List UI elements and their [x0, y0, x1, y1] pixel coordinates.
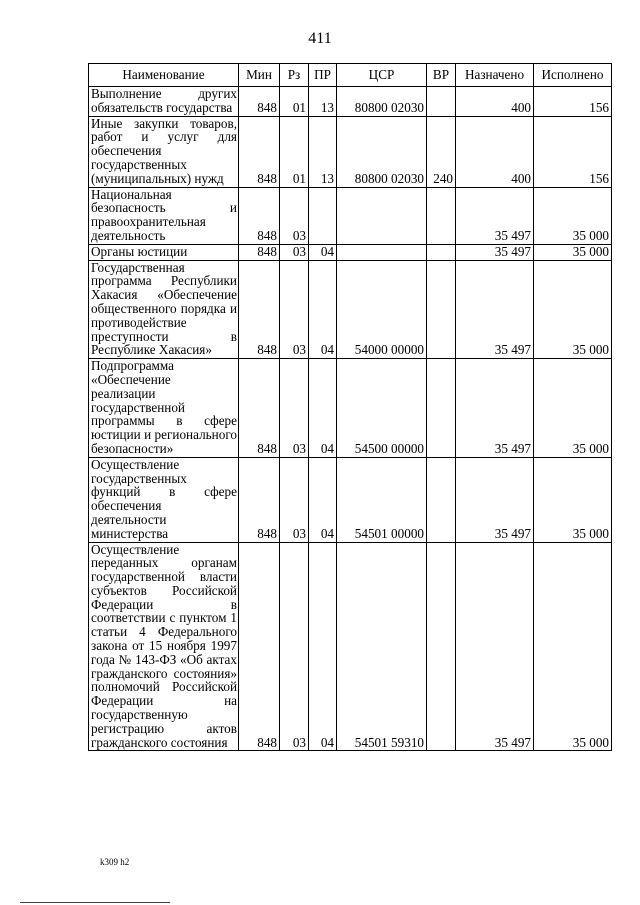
cell-vr: 240	[427, 116, 456, 187]
cell-pr: 13	[309, 87, 337, 117]
cell-vr	[427, 457, 456, 542]
cell-vr	[427, 359, 456, 458]
cell-vr	[427, 244, 456, 260]
cell-vr	[427, 260, 456, 359]
cell-rz: 03	[280, 244, 309, 260]
cell-executed: 35 000	[534, 457, 612, 542]
cell-executed: 35 000	[534, 244, 612, 260]
cell-min: 848	[239, 116, 280, 187]
table-row	[89, 542, 612, 751]
cell-vr	[427, 187, 456, 244]
budget-table	[88, 63, 612, 751]
header-csr: ЦСР	[337, 64, 427, 87]
cell-name: Осуществление государственных функций в сфере обеспечения деятельности министерства	[89, 457, 239, 542]
page-number: 411	[308, 30, 332, 47]
table-row	[89, 116, 612, 187]
cell-pr: 04	[309, 244, 337, 260]
header-assigned: Назначено	[456, 64, 534, 87]
cell-rz: 01	[280, 87, 309, 117]
cell-csr: 54000 00000	[337, 260, 427, 359]
cell-rz: 01	[280, 116, 309, 187]
cell-vr	[427, 542, 456, 751]
cell-rz: 03	[280, 542, 309, 751]
table-header-row	[89, 64, 612, 87]
cell-pr: 04	[309, 457, 337, 542]
cell-name: Органы юстиции	[89, 244, 239, 260]
cell-name: Подпрограмма «Обеспечение реализации государственной программы в сфере юстиции и регионального безопасности»	[89, 359, 239, 458]
header-name: Наименование	[89, 64, 239, 87]
cell-csr	[337, 244, 427, 260]
cell-min: 848	[239, 359, 280, 458]
table-row	[89, 244, 612, 260]
table-row	[89, 260, 612, 359]
cell-csr	[337, 187, 427, 244]
bottom-rule	[20, 902, 170, 903]
cell-csr: 54501 00000	[337, 457, 427, 542]
cell-name: Государственная программа Республики Хакасия «Обеспечение общественного порядка и противодействие преступности в Республике Хакасия»	[89, 260, 239, 359]
cell-assigned: 35 497	[456, 359, 534, 458]
header-executed: Исполнено	[534, 64, 612, 87]
cell-name: Национальная безопасность и правоохранительная деятельность	[89, 187, 239, 244]
header-vr: ВР	[427, 64, 456, 87]
header-rz: Рз	[280, 64, 309, 87]
cell-assigned: 400	[456, 87, 534, 117]
cell-min: 848	[239, 87, 280, 117]
cell-assigned: 35 497	[456, 187, 534, 244]
cell-pr: 04	[309, 260, 337, 359]
cell-csr: 80800 02030	[337, 87, 427, 117]
cell-assigned: 35 497	[456, 457, 534, 542]
table-row	[89, 359, 612, 458]
cell-name: Осуществление переданных органам государственной власти субъектов Российской Федерации в соответствии с пунктом 1 статьи 4 Федерального закона от 15 ноября 1997 года № 143-ФЗ «Об актах гражданского состояния» полномочий Российской Федерации на государственную регистрацию актов гражданского состояния	[89, 542, 239, 751]
cell-executed: 156	[534, 87, 612, 117]
header-min: Мин	[239, 64, 280, 87]
cell-csr: 54500 00000	[337, 359, 427, 458]
header-pr: ПР	[309, 64, 337, 87]
cell-csr: 80800 02030	[337, 116, 427, 187]
cell-assigned: 35 497	[456, 260, 534, 359]
table-row	[89, 187, 612, 244]
table-row	[89, 457, 612, 542]
cell-executed: 156	[534, 116, 612, 187]
cell-name: Выполнение других обязательств государства	[89, 87, 239, 117]
cell-rz: 03	[280, 260, 309, 359]
cell-executed: 35 000	[534, 260, 612, 359]
cell-pr: 13	[309, 116, 337, 187]
cell-executed: 35 000	[534, 542, 612, 751]
cell-rz: 03	[280, 359, 309, 458]
cell-rz: 03	[280, 187, 309, 244]
cell-pr: 04	[309, 542, 337, 751]
cell-rz: 03	[280, 457, 309, 542]
cell-executed: 35 000	[534, 359, 612, 458]
cell-assigned: 35 497	[456, 542, 534, 751]
cell-min: 848	[239, 457, 280, 542]
cell-min: 848	[239, 244, 280, 260]
cell-assigned: 400	[456, 116, 534, 187]
table-row	[89, 87, 612, 117]
cell-pr	[309, 187, 337, 244]
footer-code: k309 h2	[100, 857, 130, 867]
cell-pr: 04	[309, 359, 337, 458]
cell-min: 848	[239, 542, 280, 751]
cell-assigned: 35 497	[456, 244, 534, 260]
cell-csr: 54501 59310	[337, 542, 427, 751]
cell-name: Иные закупки товаров, работ и услуг для обеспечения государственных (муниципальных) нужд	[89, 116, 239, 187]
cell-vr	[427, 87, 456, 117]
cell-min: 848	[239, 260, 280, 359]
cell-executed: 35 000	[534, 187, 612, 244]
cell-min: 848	[239, 187, 280, 244]
